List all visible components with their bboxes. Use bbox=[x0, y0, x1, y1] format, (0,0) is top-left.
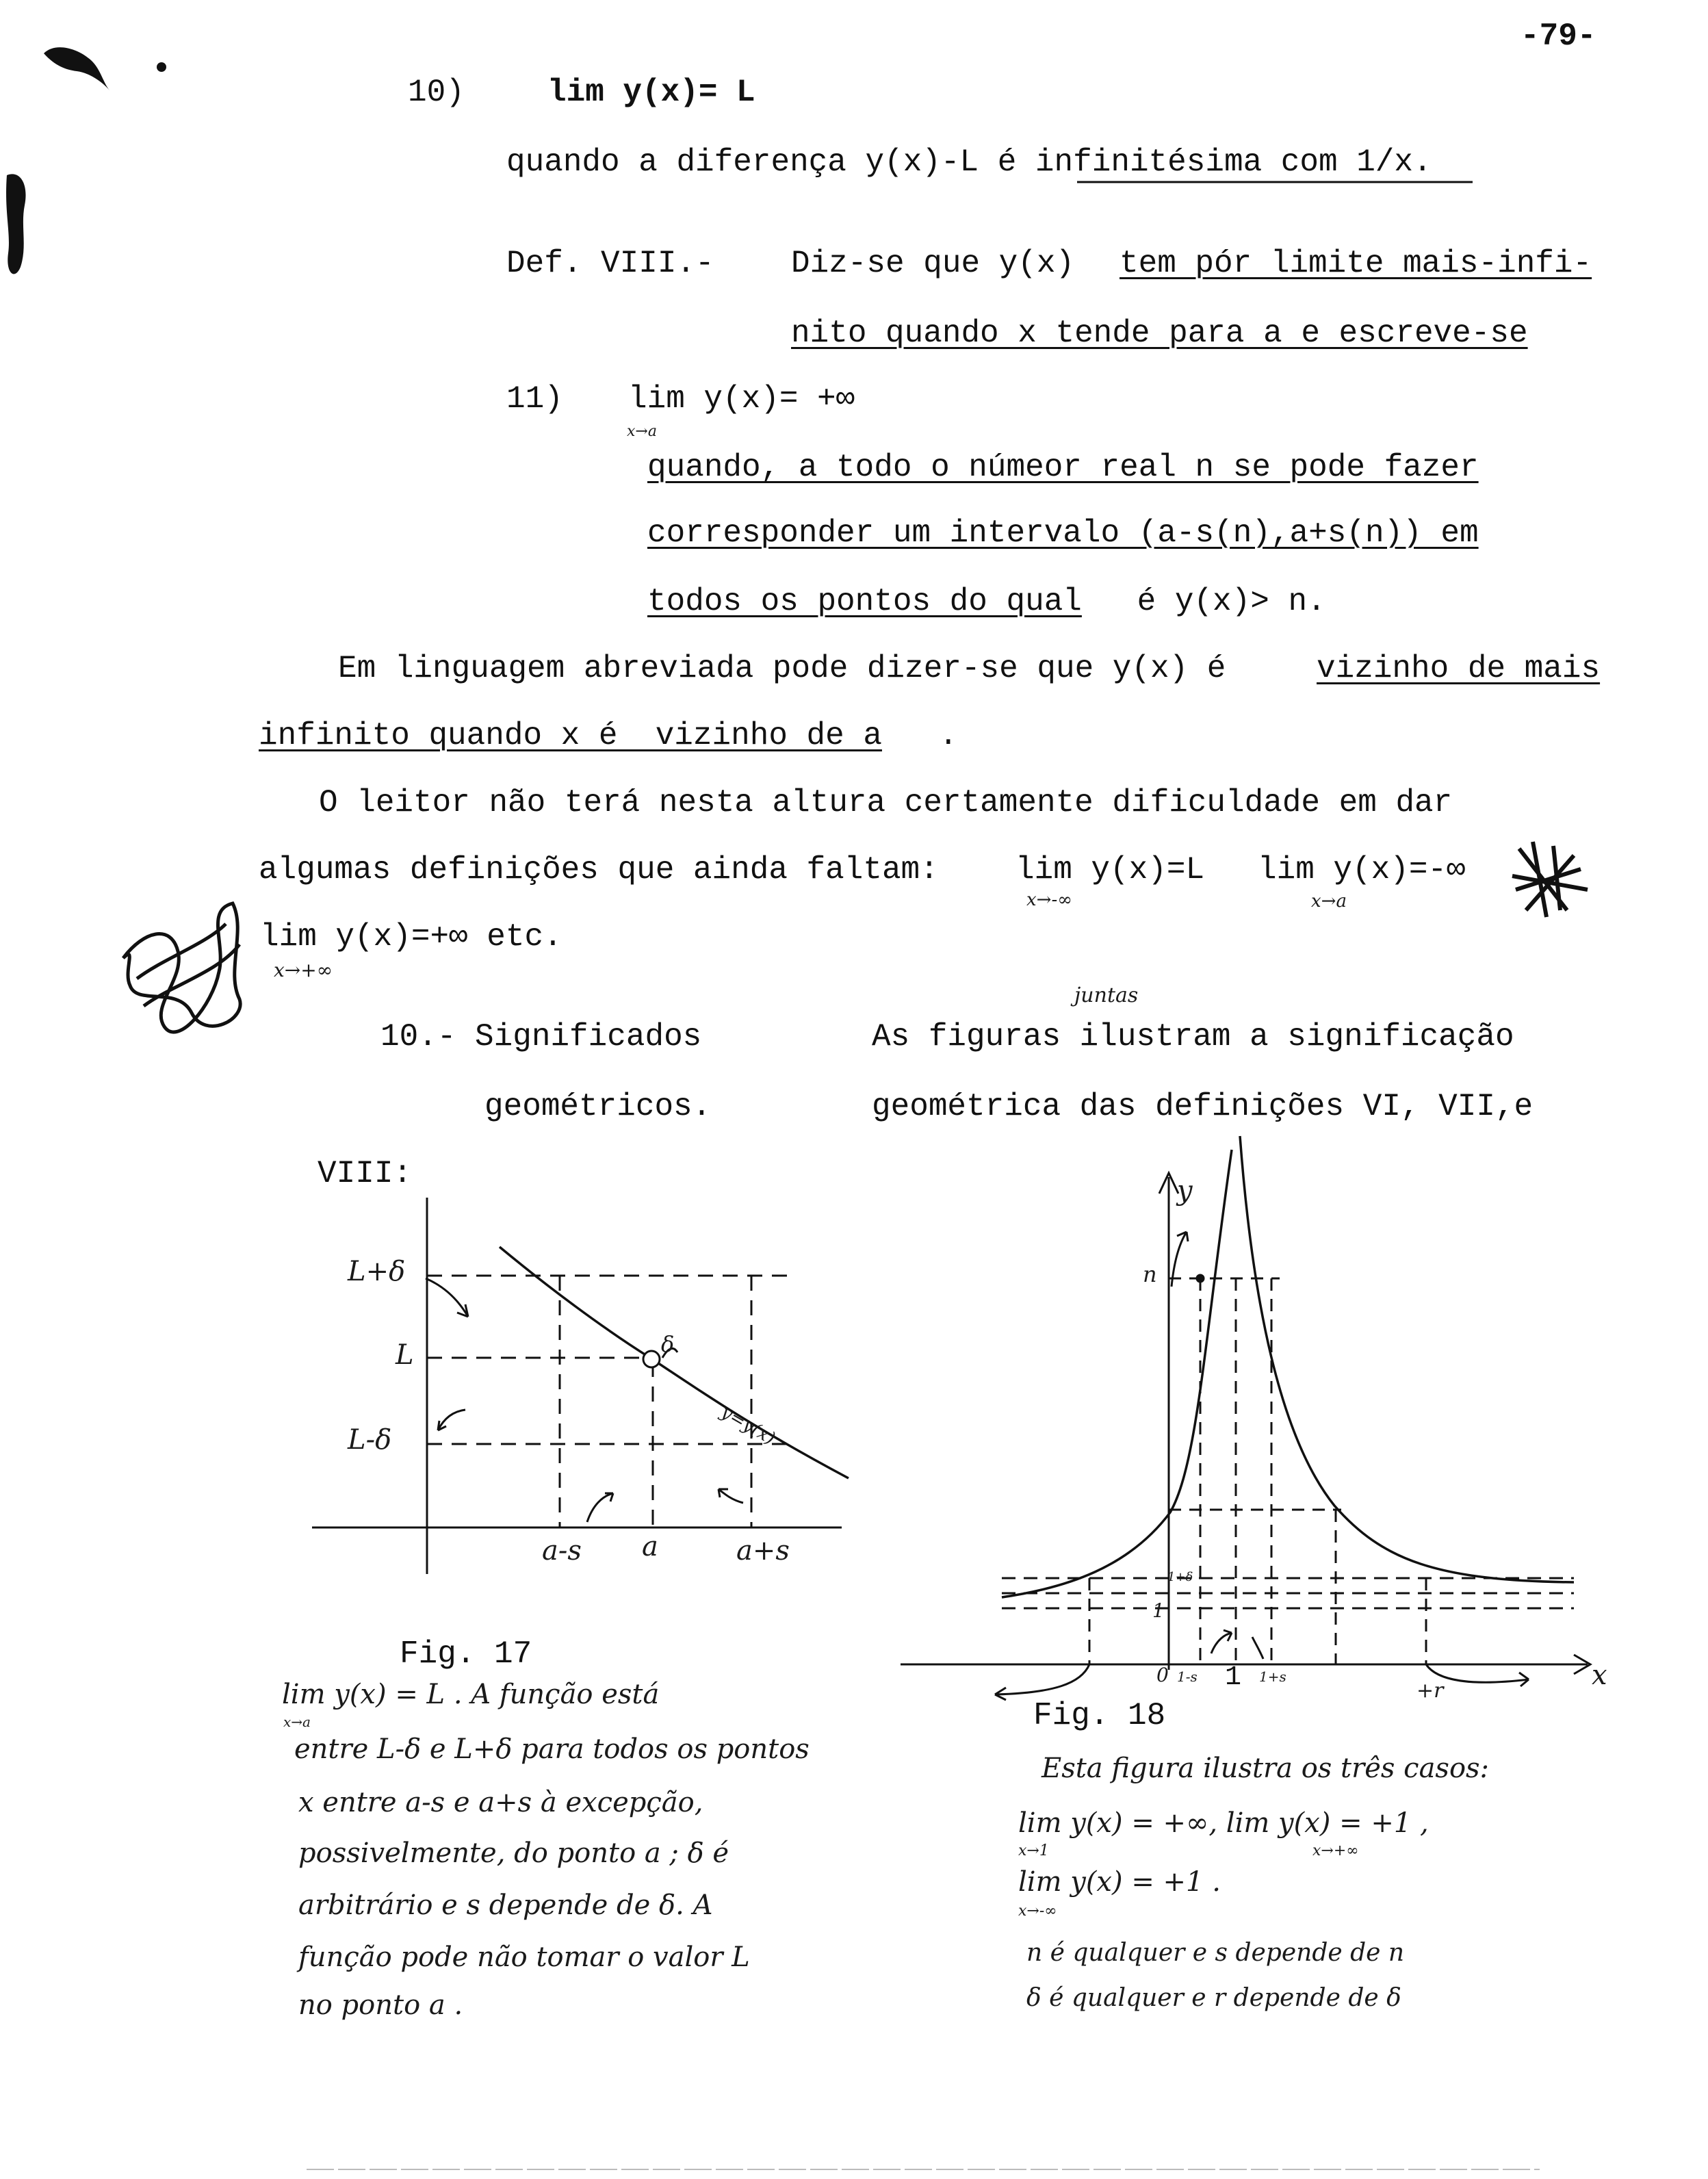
fig18-note-sub-3: x→-∞ bbox=[1018, 1903, 1057, 1920]
item11-formula-sub: x→a bbox=[627, 423, 657, 440]
page-number: -79- bbox=[1521, 18, 1596, 54]
para2-lim-b-sub: x→a bbox=[1311, 891, 1347, 912]
fig18-label-zero: 0 bbox=[1156, 1664, 1169, 1686]
para1-line1-b: vizinho de mais bbox=[1317, 651, 1601, 686]
fig17-note-line-2: entre L-δ e L+δ para todos os pontos bbox=[294, 1733, 810, 1765]
fig17-label-a-plus: a+s bbox=[736, 1535, 790, 1566]
section10-text-b: geométrica das definições VI, VII,e bbox=[872, 1089, 1534, 1124]
para2-line3-sub: x→+∞ bbox=[274, 959, 333, 981]
para2-line2-a: algumas definições que ainda faltam: bbox=[259, 852, 939, 888]
ink-blot-left-edge bbox=[6, 174, 26, 274]
fig17-note-line-1: lim y(x) = L . A função está bbox=[282, 1679, 660, 1710]
item10-continuation: quando a diferença y(x)-L é infinitésima com 1/x. bbox=[506, 144, 1432, 180]
fig18-label-one-x: 1 bbox=[1225, 1662, 1242, 1693]
para2-lim-b: lim y(x)=-∞ bbox=[1258, 852, 1466, 888]
fig18-note-line-3: lim y(x) = +1 . bbox=[1018, 1866, 1221, 1898]
para2-line1: O leitor não terá nesta altura certamente dificuldade em dar bbox=[319, 785, 1453, 821]
def8-line2: nito quando x tende para a e escreve-se bbox=[791, 315, 1528, 351]
fig17-label-a: a bbox=[642, 1531, 658, 1562]
fig17-note-line-4: possivelmente, do ponto a ; δ é bbox=[298, 1838, 729, 1869]
item11-formula: lim y(x)= +∞ bbox=[628, 381, 855, 417]
fig17-label-a-minus: a-s bbox=[542, 1535, 582, 1566]
section10-text-c: VIII: bbox=[318, 1156, 413, 1191]
def8-line1-a: Diz-se que y(x) bbox=[791, 246, 1094, 281]
item11-number: 11) bbox=[506, 381, 563, 417]
fig17-curve bbox=[500, 1247, 849, 1478]
fig18-label-one-minus-s: 1-s bbox=[1177, 1668, 1198, 1685]
fig17-note-line-7: no ponto a . bbox=[298, 1989, 463, 2021]
fig18-curve-right bbox=[1240, 1136, 1574, 1582]
item11-line1: quando, a todo o númeor real n se pode fazer bbox=[647, 450, 1479, 485]
fig17-label-l-minus: L-δ bbox=[348, 1424, 392, 1456]
para1-line1-a: Em linguagem abreviada pode dizer-se que y(x) é bbox=[338, 651, 1245, 686]
fig17-label-curve: y=y(x) bbox=[717, 1402, 779, 1449]
item11-line3-a: todos os pontos do qual bbox=[647, 584, 1082, 619]
section10-text-a-insert: juntas bbox=[1074, 983, 1139, 1007]
fig18-label-n: n bbox=[1143, 1261, 1157, 1287]
fig18-note-line-1: Esta figura ilustra os três casos: bbox=[1041, 1753, 1490, 1784]
para1-line2-a: infinito quando x é vizinho de a bbox=[259, 718, 882, 753]
fig17-label-l-plus: L+δ bbox=[348, 1256, 406, 1287]
item10-number: 10) bbox=[408, 75, 465, 110]
scribble-left bbox=[123, 903, 240, 1032]
section10-heading-b: geométricos. bbox=[484, 1089, 712, 1124]
item11-line3-b: é y(x)> n. bbox=[1118, 584, 1326, 619]
fig17-hole bbox=[643, 1351, 660, 1367]
para2-lim-a: lim y(x)=L bbox=[1015, 852, 1205, 888]
fig18-label-x: x bbox=[1592, 1660, 1607, 1691]
section10-text-a: As figuras ilustram a significação bbox=[872, 1019, 1514, 1055]
fig18-label-plus-r: +r bbox=[1416, 1679, 1444, 1703]
fig17-label-delta: δ bbox=[661, 1331, 675, 1357]
fig18-note-sub-1: x→1 bbox=[1018, 1842, 1049, 1859]
item10-formula: lim y(x)= L bbox=[547, 75, 755, 110]
fig18-label-one-plus-s: 1+s bbox=[1259, 1668, 1286, 1685]
para2-lim-a-sub: x→-∞ bbox=[1026, 890, 1072, 910]
def8-label: Def. VIII.- bbox=[506, 246, 714, 281]
fig17-note-sub: x→a bbox=[283, 1714, 311, 1730]
fig18-caption: Fig. 18 bbox=[1033, 1698, 1166, 1733]
fig18-label-y: y bbox=[1177, 1175, 1193, 1207]
para1-line2-b: . bbox=[939, 718, 958, 753]
item11-line2: corresponder um intervalo (a-s(n),a+s(n)) em bbox=[647, 515, 1479, 551]
scribble-right bbox=[1512, 842, 1588, 917]
fig17-label-l: L bbox=[396, 1339, 414, 1371]
fig17-note-line-3: x entre a-s e a+s à excepção, bbox=[298, 1787, 703, 1818]
fig17-note-line-6: função pode não tomar o valor L bbox=[298, 1942, 750, 1973]
fig18-curve-left bbox=[1002, 1150, 1232, 1597]
fig17-caption: Fig. 17 bbox=[400, 1636, 532, 1672]
fig18-note-line-5: δ é qualquer e r depende de δ bbox=[1026, 1984, 1401, 2012]
def8-line1-b: tem pór limite mais-infi- bbox=[1120, 246, 1592, 281]
fig17-note-line-5: arbitrário e s depende de δ. A bbox=[298, 1890, 713, 1921]
fig18-note-line-4: n é qualquer e s depende de n bbox=[1026, 1939, 1405, 1967]
para2-line3: lim y(x)=+∞ etc. bbox=[260, 919, 562, 955]
fig18-note-line-2: lim y(x) = +∞, lim y(x) = +1 , bbox=[1018, 1807, 1429, 1839]
ink-blot-top-left bbox=[44, 47, 109, 90]
fig18-label-one-plus-delta: 1+δ bbox=[1167, 1570, 1193, 1584]
fig18-note-sub-2: x→+∞ bbox=[1312, 1842, 1359, 1859]
section10-heading-a: 10.- Significados bbox=[380, 1019, 702, 1055]
fig18-label-one: 1 bbox=[1152, 1599, 1165, 1622]
